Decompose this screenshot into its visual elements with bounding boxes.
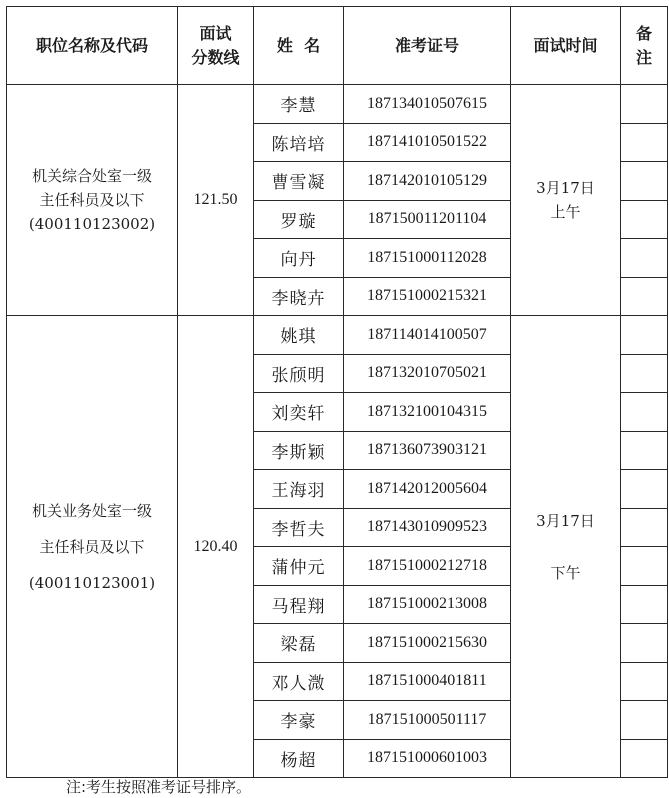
remark-cell — [621, 739, 668, 778]
header-exam-id: 准考证号 — [344, 7, 511, 85]
spacer — [511, 533, 620, 561]
position-text: (400110123001) — [28, 573, 156, 592]
candidate-name: 李哲夫 — [254, 508, 344, 547]
candidate-name: 杨超 — [254, 739, 344, 778]
remark-cell — [621, 470, 668, 509]
header-remark — [621, 7, 668, 85]
candidate-name: 罗璇 — [254, 200, 344, 239]
remark-cell — [621, 508, 668, 547]
position-text: 主任科员及以下 — [39, 191, 145, 209]
exam-id: 187143010909523 — [344, 508, 511, 547]
position-text: (400110123002) — [28, 215, 156, 233]
exam-id: 187114014100507 — [344, 316, 511, 355]
candidate-name: 李斯颖 — [254, 431, 344, 470]
exam-id: 187134010507615 — [344, 85, 511, 124]
candidate-name: 向丹 — [254, 239, 344, 278]
remark-cell — [621, 431, 668, 470]
exam-id: 187151000212718 — [344, 547, 511, 586]
remark-cell — [621, 85, 668, 124]
candidate-name: 王海羽 — [254, 470, 344, 509]
header-score — [178, 7, 254, 85]
candidate-name: 李豪 — [254, 701, 344, 740]
candidate-name: 李晓卉 — [254, 277, 344, 316]
footnote: 注:考生按照准考证号排序。 — [66, 778, 252, 796]
candidate-name: 陈培培 — [254, 123, 344, 162]
exam-id: 187151000601003 — [344, 739, 511, 778]
remark-cell — [621, 200, 668, 239]
candidate-name: 蒲仲元 — [254, 547, 344, 586]
header-score-line-2: 分数线 — [191, 47, 240, 67]
interview-session: 上午 — [550, 203, 581, 221]
position-text: 机关业务处室一级 — [31, 501, 152, 520]
interview-time — [511, 316, 621, 778]
header-remark-line-1: 备 — [635, 23, 652, 43]
exam-id: 187132100104315 — [344, 393, 511, 432]
interview-table — [6, 6, 668, 778]
candidate-name: 曹雪凝 — [254, 162, 344, 201]
table-body — [7, 85, 668, 778]
table-row — [7, 85, 668, 124]
table-row — [7, 316, 668, 355]
position-cell — [7, 85, 178, 316]
header-score-line-1: 面试 — [199, 23, 232, 43]
interview-session: 下午 — [550, 563, 581, 582]
remark-cell — [621, 393, 668, 432]
candidate-name: 刘奕轩 — [254, 393, 344, 432]
interview-time — [511, 85, 621, 316]
header-name: 姓 名 — [254, 7, 344, 85]
candidate-name: 张颀明 — [254, 354, 344, 393]
interview-date: 3月17日 — [536, 179, 595, 197]
exam-id: 187151000215321 — [344, 277, 511, 316]
remark-cell — [621, 239, 668, 278]
candidate-name: 马程翔 — [254, 585, 344, 624]
position-text: 主任科员及以下 — [39, 537, 145, 556]
exam-id: 187151000501117 — [344, 701, 511, 740]
remark-cell — [621, 624, 668, 663]
exam-id: 187151000112028 — [344, 239, 511, 278]
remark-cell — [621, 277, 668, 316]
score-cell: 121.50 — [178, 85, 254, 316]
header-position: 职位名称及代码 — [7, 7, 178, 85]
exam-id: 187132010705021 — [344, 354, 511, 393]
remark-cell — [621, 701, 668, 740]
candidate-name: 姚琪 — [254, 316, 344, 355]
remark-cell — [621, 585, 668, 624]
exam-id: 187142010105129 — [344, 162, 511, 201]
remark-cell — [621, 547, 668, 586]
exam-id: 187141010501522 — [344, 123, 511, 162]
exam-id: 187151000213008 — [344, 585, 511, 624]
score-cell: 120.40 — [178, 316, 254, 778]
remark-cell — [621, 162, 668, 201]
exam-id: 187136073903121 — [344, 431, 511, 470]
candidate-name: 梁磊 — [254, 624, 344, 663]
candidate-name: 李慧 — [254, 85, 344, 124]
candidate-name: 邓人溦 — [254, 662, 344, 701]
header-remark-line-2: 注 — [635, 47, 652, 67]
remark-cell — [621, 662, 668, 701]
position-text: 机关综合处室一级 — [31, 167, 152, 185]
interview-date: 3月17日 — [536, 511, 595, 530]
exam-id: 187150011201104 — [344, 200, 511, 239]
exam-id: 187151000215630 — [344, 624, 511, 663]
remark-cell — [621, 123, 668, 162]
exam-id: 187142012005604 — [344, 470, 511, 509]
header-time: 面试时间 — [511, 7, 621, 85]
exam-id: 187151000401811 — [344, 662, 511, 701]
remark-cell — [621, 354, 668, 393]
position-cell — [7, 316, 178, 778]
remark-cell — [621, 316, 668, 355]
header-row — [7, 7, 668, 85]
